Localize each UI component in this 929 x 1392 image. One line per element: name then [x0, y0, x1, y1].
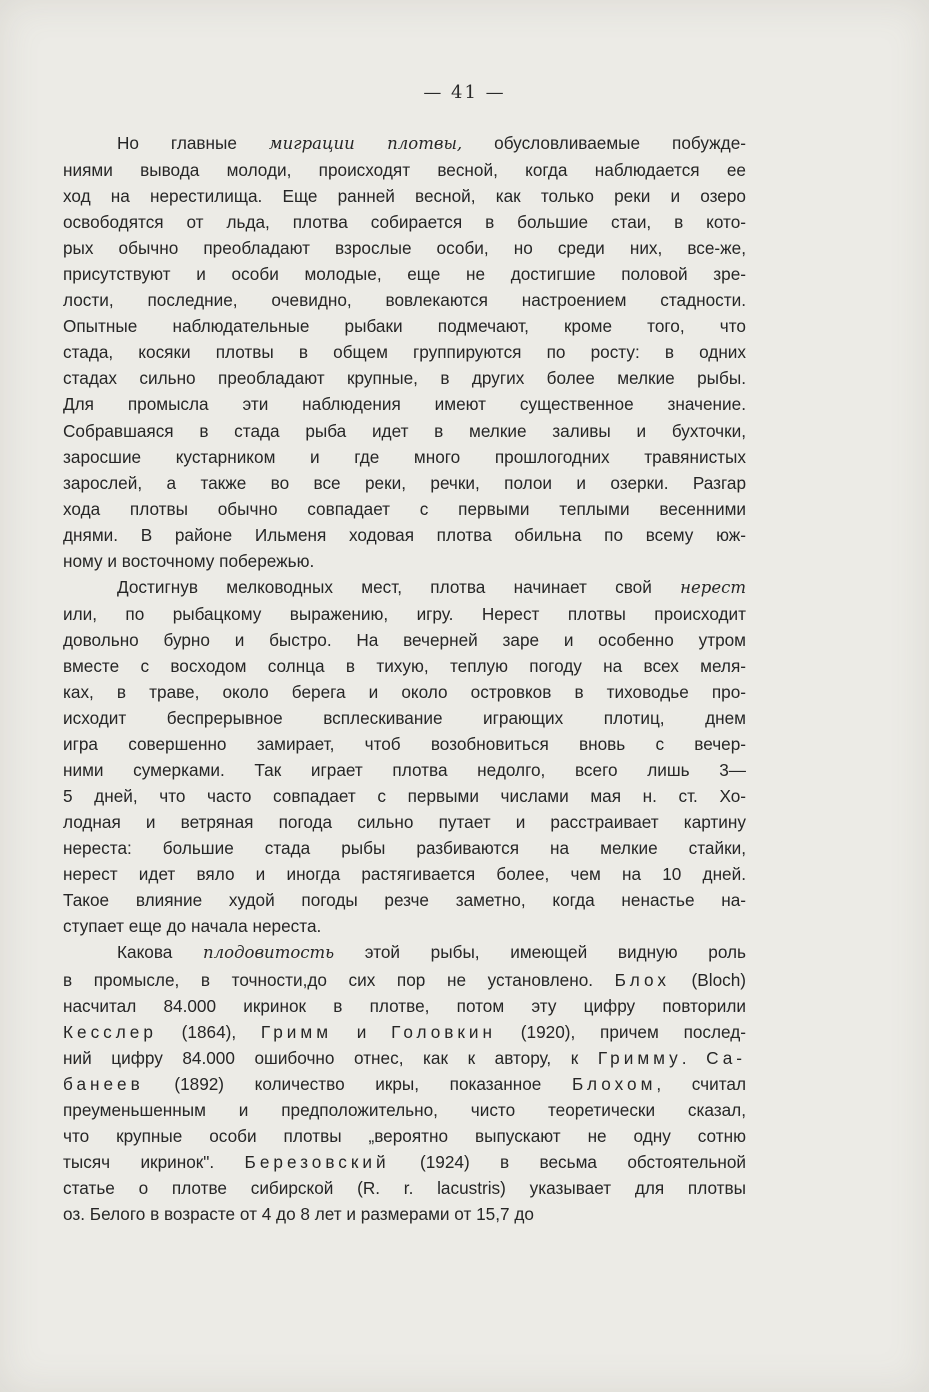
paragraph: [63, 574, 746, 940]
spaced-name: Березовский: [244, 1151, 390, 1172]
spaced-name: Головкин: [391, 1021, 497, 1042]
italic-term: нерест: [680, 577, 746, 597]
page-number: — 41 —: [423, 82, 506, 103]
spaced-name: банеев: [63, 1073, 144, 1094]
spaced-name: Гримм: [260, 1021, 333, 1042]
text-line: Достигнув мелководных мест, плотва начинает свой нерест: [117, 576, 746, 597]
body-text: [63, 130, 746, 1227]
text-line: оз. Белого в возрасте от 4 до 8 лет и размерами от 15,7 до: [63, 1203, 534, 1224]
text-line: Собравшаяся в стада рыба идет в мелкие заливы и бухточки,: [63, 420, 746, 441]
text-line: Опытные наблюдательные рыбаки подмечают, кроме того, что: [63, 316, 746, 337]
text-line: заросшие кустарником и где много прошлогодних травянистых: [63, 446, 746, 467]
text-line: нереста: большие стада рыбы разбиваются на мелкие стайки,: [63, 838, 746, 859]
text-line: ход на нерестилища. Еще ранней весной, как только реки и озеро: [63, 186, 746, 207]
text-line: игра совершенно замирает, чтоб возобновиться вновь с вечер-: [63, 734, 746, 755]
text-line: насчитал 84.000 икринок в плотве, потом эту цифру повторили: [63, 995, 746, 1016]
text-line: днями. В районе Ильменя ходовая плотва обильна по всему юж-: [63, 524, 746, 545]
text-line: стадах сильно преобладают крупные, в других более мелкие рыбы.: [63, 368, 746, 389]
text-line: статье о плотве сибирской (R. r. lacustris) указывает для плотвы: [63, 1177, 746, 1198]
text-line: Для промысла эти наблюдения имеют существенное значение.: [63, 394, 746, 415]
text-line: ниями вывода молоди, происходят весной, когда наблюдается ее: [63, 160, 746, 181]
text-line: банеев (1892) количество икры, показанное Блохом, считал: [63, 1073, 746, 1094]
text-line: хода плотвы обычно совпадает с первыми теплыми весенними: [63, 498, 746, 519]
italic-term: миграции плотвы,: [268, 134, 463, 153]
text-line: что крупные особи плотвы „вероятно выпускают не одну сотню: [63, 1125, 746, 1146]
text-line: ний цифру 84.000 ошибочно отнес, как к автору, к Гримму. Са-: [63, 1047, 746, 1068]
text-line: исходит беспрерывное всплескивание играющих плотиц, днем: [63, 708, 746, 729]
paragraph: [63, 939, 746, 1227]
text-line: в промысле, в точности,до сих пор не установлено. Блох (Bloch): [63, 969, 747, 990]
text-line: Но главные миграции плотвы, обусловливаемые побужде-: [117, 133, 746, 153]
text-line: или, по рыбацкому выражению, игру. Нерест плотвы происходит: [63, 603, 746, 624]
spaced-name: Блохом: [571, 1073, 657, 1094]
text-line: Какова плодовитость этой рыбы, имеющей видную роль: [117, 942, 746, 963]
text-line: тысяч икринок". Березовский (1924) в весьма обстоятельной: [63, 1151, 746, 1172]
text-line: лости, последние, очевидно, вовлекаются настроением стадности.: [63, 290, 746, 311]
text-line: ках, в траве, около берега и около островков в тиховодье про-: [63, 681, 746, 702]
text-line: присутствуют и особи молодые, еще не достигшие половой зре-: [63, 264, 746, 285]
italic-term: плодовитость: [203, 943, 335, 963]
text-line: рых обычно преобладают взрослые особи, но среди них, все-же,: [63, 238, 746, 259]
text-line: вместе с восходом солнца в тихую, теплую погоду на всех меля-: [63, 655, 746, 676]
text-line: зарослей, а также во все реки, речки, полои и озерки. Разгар: [63, 472, 746, 493]
text-line: ступает еще до начала нереста.: [63, 916, 322, 937]
spaced-name: Кесслер: [63, 1021, 157, 1042]
text-line: ними сумерками. Так играет плотва недолго, всего лишь 3—: [63, 760, 746, 781]
text-line: ному и восточному побережью.: [63, 550, 315, 571]
text-line: лодная и ветряная погода сильно путает и расстраивает картину: [63, 812, 746, 833]
text-line: освободятся от льда, плотва собирается в большие стаи, в кото-: [63, 212, 746, 233]
paragraph: [63, 130, 746, 574]
text-line: преуменьшенным и предположительно, чисто теоретически сказал,: [63, 1099, 746, 1120]
spaced-name: Са-: [706, 1047, 746, 1068]
text-line: 5 дней, что часто совпадает с первыми числами мая н. ст. Хо-: [63, 786, 746, 807]
text-line: стада, косяки плотвы в общем группируются по росту: в одних: [63, 342, 746, 363]
text-line: Такое влияние худой погоды резче заметно, когда ненастье на-: [63, 890, 746, 911]
spaced-name: Гримму: [597, 1047, 682, 1068]
text-line: Кесслер (1864), Гримм и Головкин (1920), причем послед-: [63, 1021, 746, 1042]
text-line: довольно бурно и быстро. На вечерней заре и особенно утром: [63, 629, 746, 650]
text-line: нерест идет вяло и иногда растягивается более, чем на 10 дней.: [63, 864, 746, 885]
spaced-name: Блох: [614, 969, 670, 990]
